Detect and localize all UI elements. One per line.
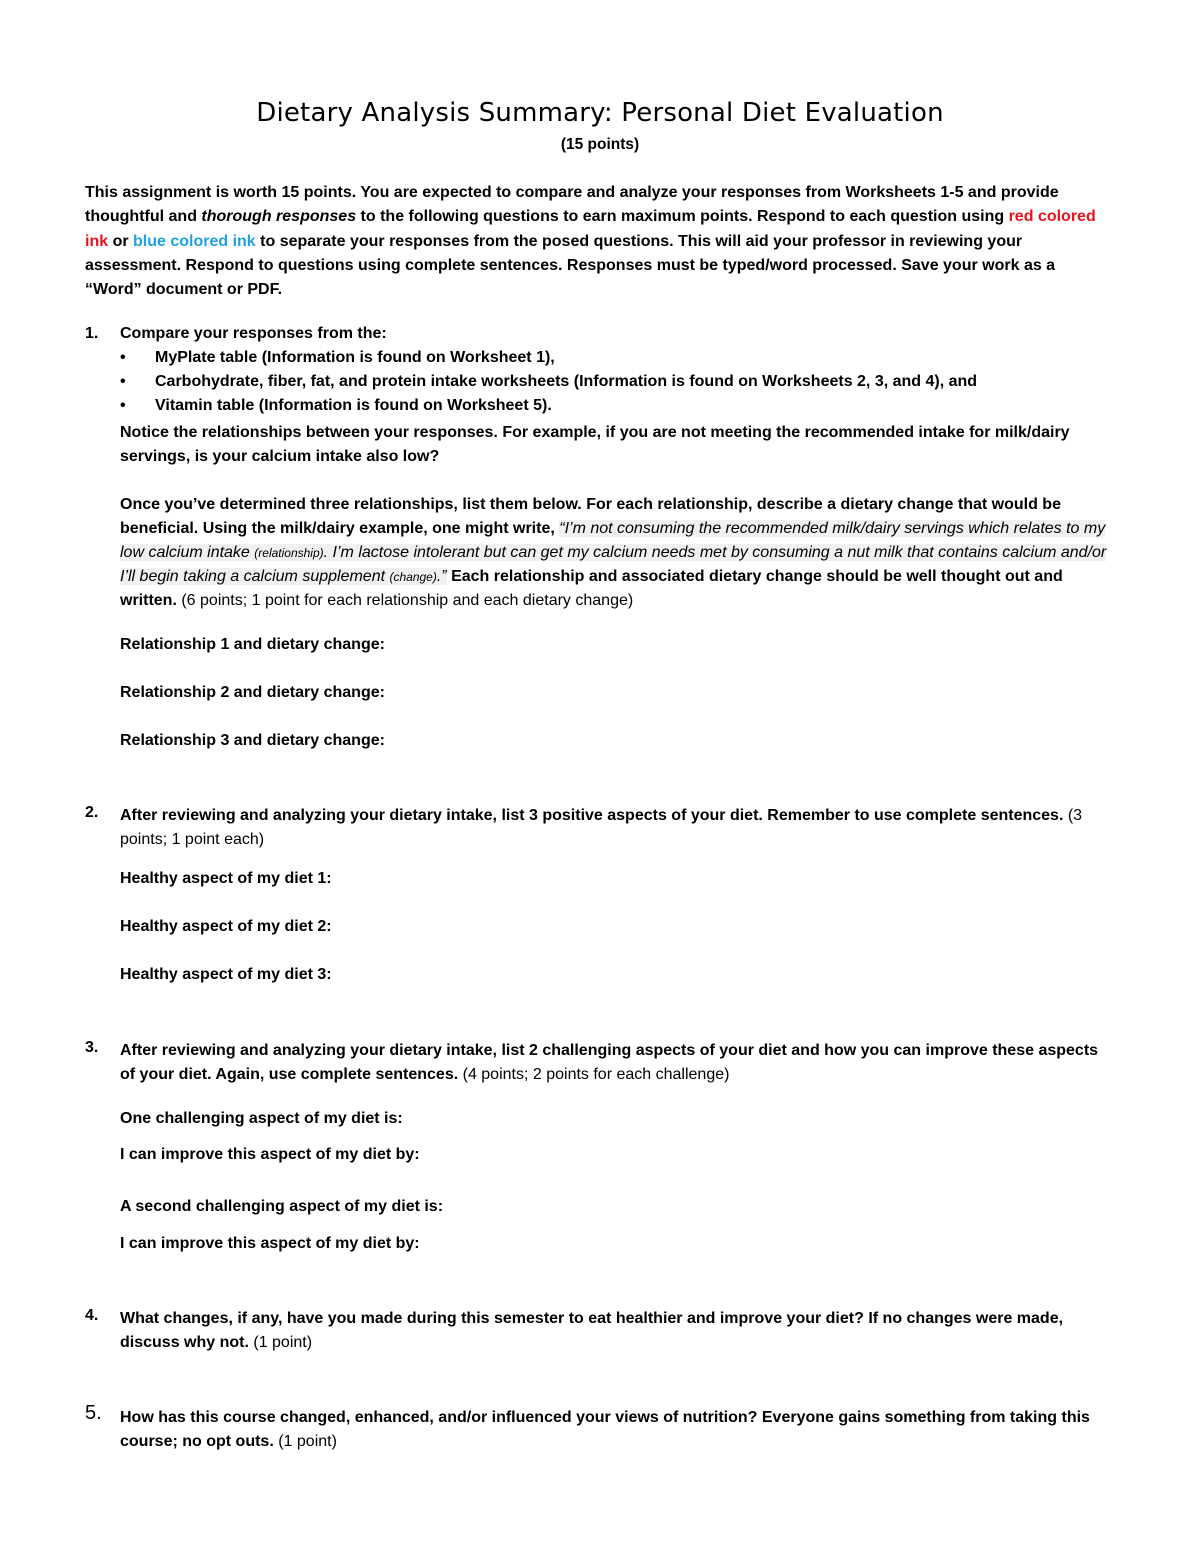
improve-1-label: I can improve this aspect of my diet by:: [120, 1146, 420, 1163]
challenge-1-label: One challenging aspect of my diet is:: [120, 1110, 403, 1127]
healthy-aspect-3-label: Healthy aspect of my diet 3:: [120, 966, 332, 983]
intro-paragraph: [85, 181, 1115, 302]
q1-instructions: [120, 493, 1115, 613]
q1-bullet-1: MyPlate table (Information is found on Worksheet 1),: [155, 349, 555, 366]
document-title: Dietary Analysis Summary: Personal Diet Evaluation: [256, 98, 944, 128]
q1-number: 1.: [85, 325, 99, 342]
q2-number: 2.: [85, 804, 99, 821]
q3-number: 3.: [85, 1039, 99, 1056]
q2-text: [120, 804, 1115, 852]
q1-bullet-2: Carbohydrate, fiber, fat, and protein intake worksheets (Information is found on Worksheets 2, 3, and 4), and: [155, 373, 978, 390]
bullet-icon: •: [120, 397, 126, 414]
q1-lead: Compare your responses from the:: [120, 325, 387, 342]
q2-question: After reviewing and analyzing your dietary intake, list 3 positive aspects of your diet. Remember to use complete sentences.: [120, 807, 1068, 824]
q5-question: How has this course changed, enhanced, and/or influenced your views of nutrition? Everyone gains something from taking this course; no opt outs.: [120, 1409, 1090, 1450]
example-text-2: . I’m lactose intolerant but can get my calcium needs met by consuming a nut milk that contains calcium and/or I’ll begin taking a calcium supplement: [120, 544, 1107, 585]
q3-text: [120, 1039, 1115, 1087]
q5-text: [120, 1406, 1115, 1454]
q1-notice: Notice the relationships between your responses. For example, if you are not meeting the recommended intake for milk/dairy servings, is your calcium intake also low?: [120, 424, 1070, 465]
relationship-3-label: Relationship 3 and dietary change:: [120, 732, 385, 749]
intro-italic: thorough responses: [201, 208, 357, 226]
example-text-3: .”: [436, 568, 447, 585]
relationship-1-label: Relationship 1 and dietary change:: [120, 636, 385, 653]
healthy-aspect-1-label: Healthy aspect of my diet 1:: [120, 870, 332, 887]
q4-points: (1 point): [253, 1334, 313, 1351]
healthy-aspect-2-label: Healthy aspect of my diet 2:: [120, 918, 332, 935]
intro-or: or: [108, 232, 134, 250]
q1-once-text-2: Each relationship and associated dietary change should be well thought out and written.: [120, 568, 1063, 609]
challenge-2-label: A second challenging aspect of my diet is:: [120, 1198, 444, 1215]
bullet-icon: •: [120, 373, 126, 390]
intro-text-1: This assignment is worth 15 points. You are expected to compare and analyze your responses from Worksheets 1-5 and provide thoughtful and: [85, 184, 1059, 226]
example-tag-change: (change): [389, 570, 437, 584]
q3-points: (4 points; 2 points for each challenge): [462, 1066, 730, 1083]
q1-points: (6 points; 1 point for each relationship and each dietary change): [181, 592, 634, 609]
q5-points: (1 point): [278, 1433, 337, 1450]
q4-number: 4.: [85, 1307, 99, 1324]
intro-text-2: to the following questions to earn maximum points. Respond to each question using: [356, 208, 1009, 226]
q4-question: What changes, if any, have you made during this semester to eat healthier and improve your diet? If no changes were made, discuss why not.: [120, 1310, 1064, 1351]
improve-2-label: I can improve this aspect of my diet by:: [120, 1235, 420, 1252]
q3-question: After reviewing and analyzing your dietary intake, list 2 challenging aspects of your diet and how you can improve these aspects of your diet. Again, use complete sentences.: [120, 1042, 1099, 1083]
q1-once-text: Once you’ve determined three relationships, list them below. For each relationship, describe a dietary change that would be beneficial. Using the milk/dairy example, one might write,: [120, 496, 1061, 537]
bullet-icon: •: [120, 349, 126, 366]
example-text-1: “I’m not consuming the recommended milk/dairy servings which relates to my low calcium intake: [120, 520, 1106, 561]
points-subtitle: (15 points): [560, 136, 640, 153]
relationship-2-label: Relationship 2 and dietary change:: [120, 684, 385, 701]
q5-number: 5.: [85, 1402, 102, 1424]
intro-text-3: to separate your responses from the posed questions. This will aid your professor in reviewing your assessment. Respond to questions using complete sentences. Responses must be typed/word processed. Save your work as a “Word” document or PDF.: [85, 232, 1056, 299]
q4-text: [120, 1307, 1115, 1355]
q1-bullet-3: Vitamin table (Information is found on Worksheet 5).: [155, 397, 552, 414]
q2-points: (3 points; 1 point each): [120, 807, 1083, 848]
blue-ink-text: blue colored ink: [133, 232, 256, 250]
red-ink-text: red colored ink: [85, 208, 1096, 250]
example-tag-relationship: (relationship): [254, 546, 324, 560]
